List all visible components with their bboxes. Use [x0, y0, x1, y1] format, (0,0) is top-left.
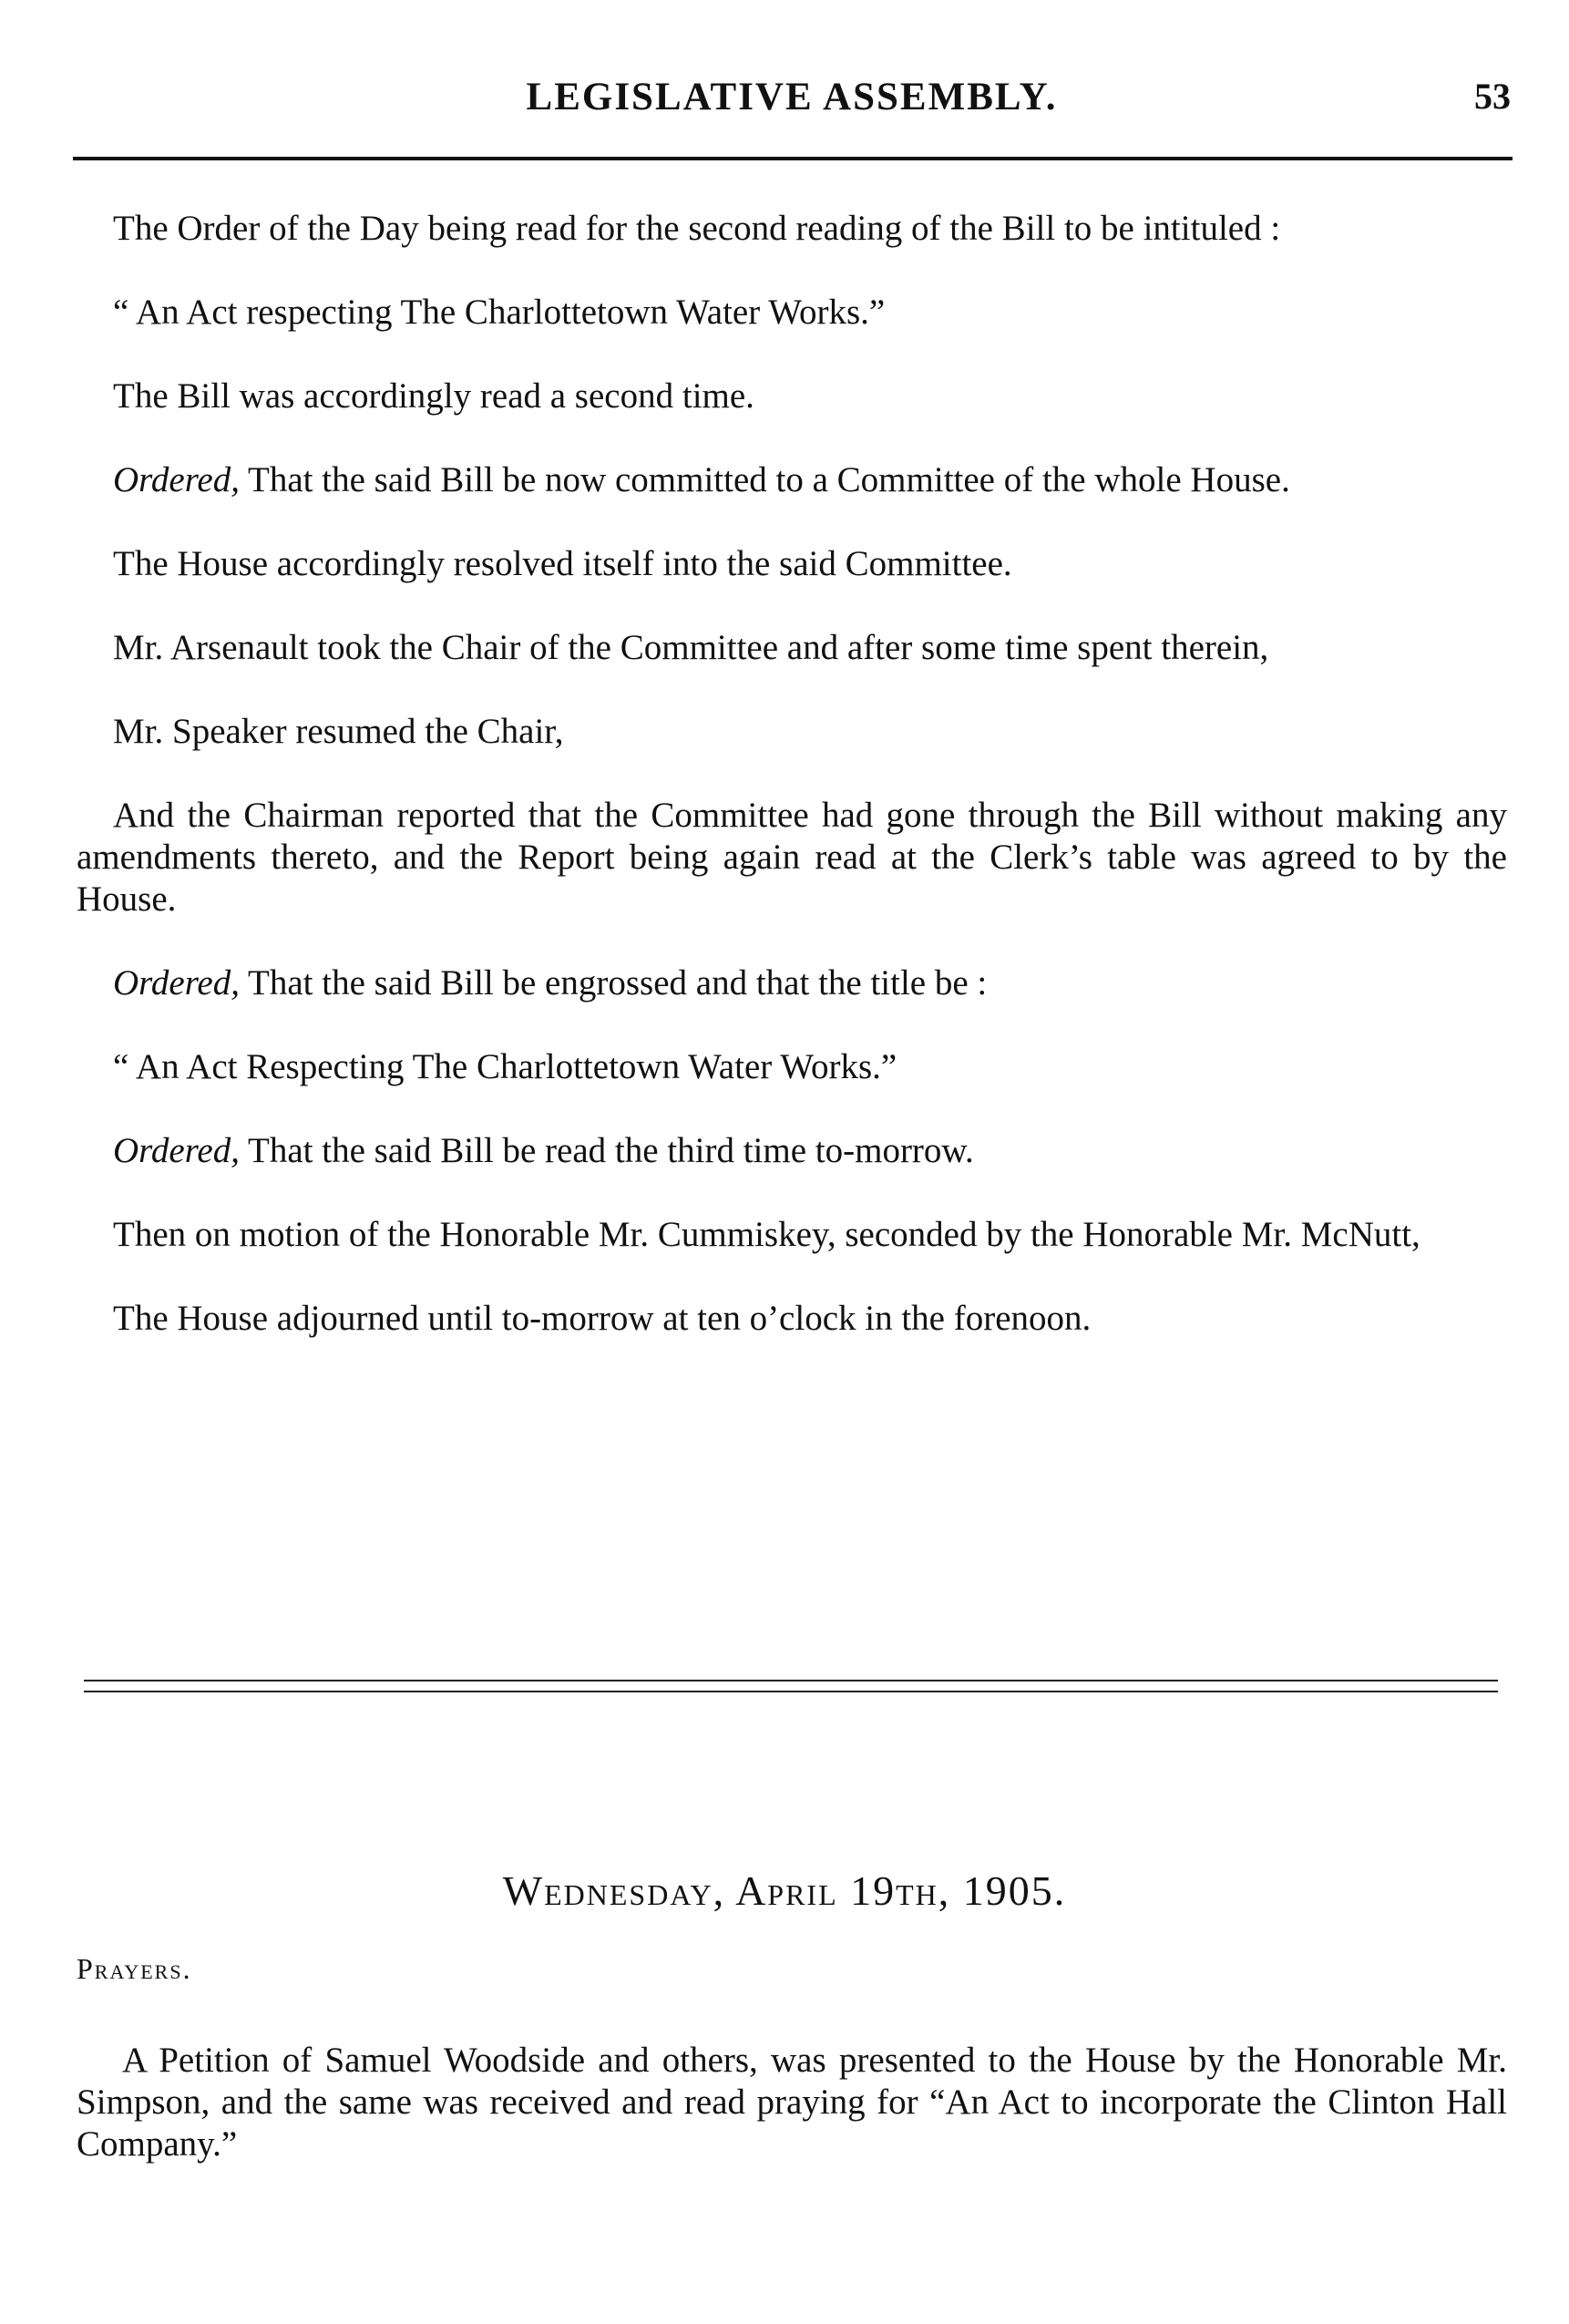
ordered-label: Ordered,: [113, 1131, 240, 1170]
paragraph-adjourned: The House adjourned until to-morrow at ten o’clock in the forenoon.: [113, 1299, 1092, 1338]
paragraph-text: That the said Bill be engrossed and that the title be :: [240, 963, 988, 1003]
ordered-label: Ordered,: [113, 963, 240, 1003]
prayers-label: Prayers.: [77, 1952, 192, 1985]
paragraph-report: And the Chairman reported that the Committee had gone through the Bill without making any amendments thereto, and the Report being again read at the Clerk’s table was agreed to by the House.: [77, 796, 1507, 919]
bill-title-quote: “ An Act respecting The Charlottetown Water Works.”: [113, 293, 886, 332]
paragraph-text: That the said Bill be read the third time to-morrow.: [240, 1131, 974, 1170]
paragraph-motion: Then on motion of the Honorable Mr. Cummiskey, seconded by the Honorable Mr. McNutt,: [113, 1215, 1420, 1254]
paragraph-chair: Mr. Arsenault took the Chair of the Committee and after some time spent therein,: [113, 628, 1269, 667]
paragraph-committed: [77, 459, 1507, 501]
paragraph-resolved: The House accordingly resolved itself into the said Committee.: [113, 544, 1012, 583]
paragraph-order-of-day: The Order of the Day being read for the second reading of the Bill to be intituled :: [113, 209, 1281, 248]
paragraph-second-reading: The Bill was accordingly read a second time.: [113, 376, 754, 416]
date-heading: Wednesday, April 19th, 1905.: [502, 1867, 1067, 1914]
running-title: LEGISLATIVE ASSEMBLY.: [526, 76, 1058, 118]
paragraph-engrossed: [77, 962, 1507, 1004]
paragraph-petition: A Petition of Samuel Woodside and others, was presented to the House by the Honorable Mr. Simpson, and the same was received and read praying for “An Act to incorporate the Clinton Hall Company.”: [77, 2041, 1507, 2164]
ordered-label: Ordered,: [113, 460, 240, 499]
bill-title-quote-final: “ An Act Respecting The Charlottetown Water Works.”: [113, 1047, 897, 1086]
paragraph-third-reading: [77, 1130, 1507, 1172]
page-header: [73, 75, 1511, 129]
proceedings-text: [77, 208, 1507, 1382]
page-number: 53: [1474, 76, 1511, 117]
header-rule: [73, 157, 1513, 160]
section-divider: [84, 1680, 1498, 1692]
paragraph-text: That the said Bill be now committed to a Committee of the whole House.: [240, 460, 1290, 499]
paragraph-speaker: Mr. Speaker resumed the Chair,: [113, 712, 564, 751]
